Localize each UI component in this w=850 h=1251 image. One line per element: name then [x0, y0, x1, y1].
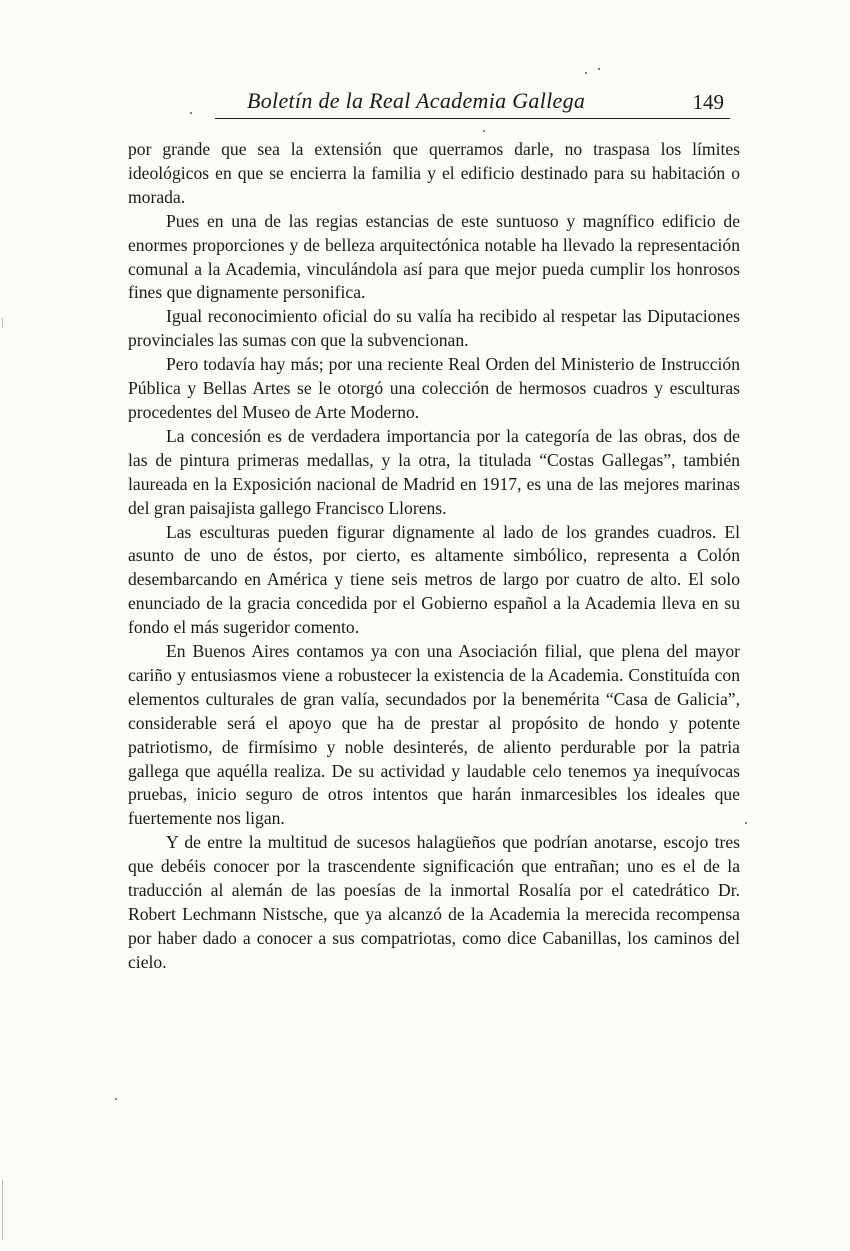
paragraph: Pero todavía hay más; por una reciente Real Orden del Ministerio de Instrucción Pública y Bellas Artes se le otorgó una colección de hermosos cuadros y esculturas procedentes del Museo de Arte Moderno.: [128, 354, 740, 422]
scan-speck: [190, 112, 192, 114]
scan-speck: [115, 1098, 117, 1100]
paragraph: La concesión es de verdadera importancia por la categoría de las obras, dos de las de pintura primeras medallas, y la otra, la titulada “Costas Gallegas”, también laureada en la Exposición nacional de Madrid en 1917, es una de las mejores marinas del gran paisajista gallego Francisco Llorens.: [128, 425, 740, 518]
scan-speck: [483, 130, 485, 132]
scan-speck: [745, 822, 747, 824]
scan-speck: [598, 68, 600, 70]
paragraph: En Buenos Aires contamos ya con una Asociación filial, que plena del mayor cariño y entusiasmos viene a robustecer la existencia de la Academia. Constituída con elementos culturales de gran valía, secundados por la benemérita “Casa de Galicia”, considerable será el apoyo que ha de prestar al propósito de hondo y potente patriotismo, de firmísimo y noble desinterés, de aliento perdurable por la patria gallega que aquélla realiza. De su actividad y laudable celo tenemos ya inequívocas pruebas, inicio seguro de otros intentos que harán inmarcesibles los ideales que fuertemente nos ligan.: [128, 641, 740, 829]
running-header: [215, 86, 730, 119]
article-body: [128, 138, 740, 975]
scan-speck: [585, 72, 587, 74]
page-number: 149: [692, 90, 724, 114]
paragraph: Igual reconocimiento oficial do su valía ha recibido al respetar las Diputaciones provinciales las sumas con que la subvencionan.: [128, 306, 740, 351]
journal-title: Boletín de la Real Academia Gallega: [247, 88, 586, 113]
paragraph: Pues en una de las regias estancias de este suntuoso y magnífico edificio de enormes proporciones y de belleza arquitectónica notable ha llevado la representación comunal a la Academia, vinculándola así para que mejor pueda cumplir los honrosos fines que dignamente personifica.: [128, 210, 740, 303]
paragraph: Y de entre la multitud de sucesos halagüeños que podrían anotarse, escojo tres que debéis conocer por la trascendente significación que entrañan; uno es el de la traducción al alemán de las poesías de la inmortal Rosalía por el catedrático Dr. Robert Lechmann Nistsche, que ya alcanzó de la Academia la merecida recompensa por haber dado a conocer a sus compatriotas, como dice Cabanillas, los caminos del cielo.: [128, 832, 740, 972]
paragraph: por grande que sea la extensión que querramos darle, no traspasa los límites ideológicos en que se encierra la familia y el edificio destinado para su habitación o morada.: [128, 139, 740, 207]
scan-edge-line: [2, 318, 3, 328]
scan-edge-line: [2, 1180, 3, 1240]
paragraph: Las esculturas pueden figurar dignamente al lado de los grandes cuadros. El asunto de uno de éstos, por cierto, es altamente simbólico, representa a Colón desembarcando en América y tiene seis metros de largo por cuatro de alto. El solo enunciado de la gracia concedida por el Gobierno español a la Academia lleva en su fondo el más sugeridor comento.: [128, 521, 740, 638]
